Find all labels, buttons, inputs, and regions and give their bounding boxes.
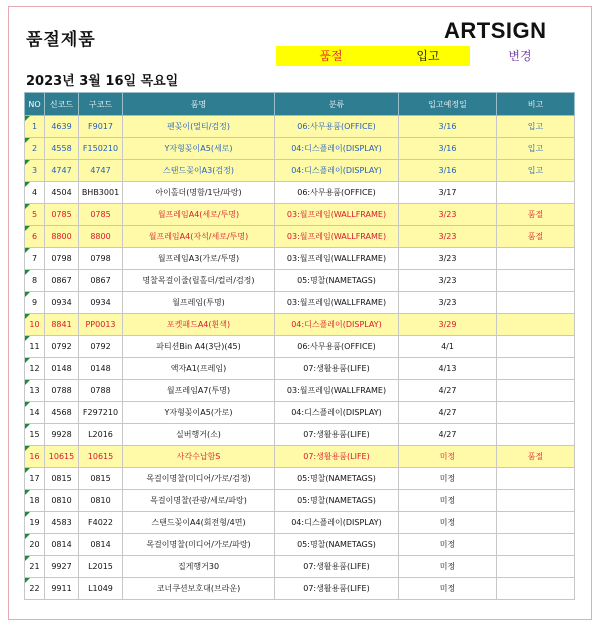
cell-eta: 미정 — [399, 578, 497, 600]
cell-product-name: Y자형꽂이A5(세로) — [123, 138, 275, 160]
cell-product-name: 아이홀더(명함/1단/파랑) — [123, 182, 275, 204]
cell-eta: 4/1 — [399, 336, 497, 358]
header-old-code: 구코드 — [79, 93, 123, 116]
table-row — [25, 534, 575, 556]
cell-product-name: 집게행거30 — [123, 556, 275, 578]
cell-no: 8 — [25, 270, 45, 292]
cell-product-name: 사각수납함S — [123, 446, 275, 468]
table-row — [25, 402, 575, 424]
table-row — [25, 182, 575, 204]
cell-new-code: 0148 — [45, 358, 79, 380]
cell-old-code: 0792 — [79, 336, 123, 358]
cell-old-code: 0867 — [79, 270, 123, 292]
table-header-row — [25, 93, 575, 116]
cell-eta: 3/23 — [399, 292, 497, 314]
table-row — [25, 424, 575, 446]
table-row — [25, 468, 575, 490]
cell-category: 05:명찰(NAMETAGS) — [275, 270, 399, 292]
header-category: 분류 — [275, 93, 399, 116]
legend-change: 변경 — [470, 46, 570, 66]
cell-no: 5 — [25, 204, 45, 226]
cell-product-name: 액자A1(프레임) — [123, 358, 275, 380]
cell-note — [497, 512, 575, 534]
cell-no: 20 — [25, 534, 45, 556]
cell-product-name: 월프레임A7(투명) — [123, 380, 275, 402]
cell-eta: 미정 — [399, 468, 497, 490]
cell-no: 14 — [25, 402, 45, 424]
table-row — [25, 248, 575, 270]
cell-note — [497, 314, 575, 336]
cell-new-code: 0815 — [45, 468, 79, 490]
cell-category: 06:사무용품(OFFICE) — [275, 116, 399, 138]
header-product-name: 품명 — [123, 93, 275, 116]
cell-old-code: 8800 — [79, 226, 123, 248]
cell-new-code: 9928 — [45, 424, 79, 446]
cell-note — [497, 556, 575, 578]
cell-category: 07:생활용품(LIFE) — [275, 578, 399, 600]
cell-eta: 미정 — [399, 512, 497, 534]
cell-category: 06:사무용품(OFFICE) — [275, 182, 399, 204]
cell-eta: 4/27 — [399, 424, 497, 446]
cell-old-code: PP0013 — [79, 314, 123, 336]
cell-new-code: 9911 — [45, 578, 79, 600]
cell-old-code: L1049 — [79, 578, 123, 600]
cell-no: 15 — [25, 424, 45, 446]
cell-eta: 미정 — [399, 446, 497, 468]
table-row — [25, 512, 575, 534]
brand-logo: ARTSIGN — [444, 18, 547, 43]
table-row — [25, 556, 575, 578]
cell-old-code: 0785 — [79, 204, 123, 226]
cell-new-code: 0814 — [45, 534, 79, 556]
cell-new-code: 8800 — [45, 226, 79, 248]
table-row — [25, 138, 575, 160]
cell-eta: 3/16 — [399, 116, 497, 138]
cell-note: 입고 — [497, 116, 575, 138]
cell-note — [497, 402, 575, 424]
page-title: 품절제품 — [26, 30, 96, 50]
table-row — [25, 226, 575, 248]
cell-eta: 미정 — [399, 556, 497, 578]
cell-product-name: 월프레임A4(자석/세로/투명) — [123, 226, 275, 248]
cell-note — [497, 358, 575, 380]
cell-old-code: 0815 — [79, 468, 123, 490]
cell-new-code: 0788 — [45, 380, 79, 402]
table-row — [25, 336, 575, 358]
cell-note — [497, 534, 575, 556]
cell-no: 13 — [25, 380, 45, 402]
table-row — [25, 292, 575, 314]
cell-note — [497, 468, 575, 490]
table-row — [25, 116, 575, 138]
cell-category: 04:디스플레이(DISPLAY) — [275, 138, 399, 160]
cell-product-name: Y자형꽂이A5(가로) — [123, 402, 275, 424]
cell-category: 07:생활용품(LIFE) — [275, 358, 399, 380]
cell-category: 07:생활용품(LIFE) — [275, 424, 399, 446]
cell-old-code: 0798 — [79, 248, 123, 270]
cell-no: 21 — [25, 556, 45, 578]
cell-product-name: 목걸이명찰(미디어/가로/검정) — [123, 468, 275, 490]
cell-no: 6 — [25, 226, 45, 248]
cell-old-code: L2016 — [79, 424, 123, 446]
cell-note — [497, 248, 575, 270]
cell-note — [497, 182, 575, 204]
table-row — [25, 380, 575, 402]
table-row — [25, 490, 575, 512]
cell-category: 07:생활용품(LIFE) — [275, 556, 399, 578]
cell-new-code: 0934 — [45, 292, 79, 314]
cell-category: 03:월프레임(WALLFRAME) — [275, 292, 399, 314]
legend-soldout: 품절 — [276, 46, 386, 66]
cell-eta: 3/29 — [399, 314, 497, 336]
cell-no: 17 — [25, 468, 45, 490]
cell-no: 12 — [25, 358, 45, 380]
cell-old-code: 10615 — [79, 446, 123, 468]
cell-new-code: 9927 — [45, 556, 79, 578]
cell-no: 9 — [25, 292, 45, 314]
cell-note: 입고 — [497, 160, 575, 182]
cell-category: 03:월프레임(WALLFRAME) — [275, 248, 399, 270]
cell-eta: 3/23 — [399, 270, 497, 292]
cell-new-code: 4583 — [45, 512, 79, 534]
cell-category: 04:디스플레이(DISPLAY) — [275, 314, 399, 336]
header-note: 비고 — [497, 93, 575, 116]
cell-new-code: 4747 — [45, 160, 79, 182]
cell-new-code: 4639 — [45, 116, 79, 138]
cell-new-code: 0792 — [45, 336, 79, 358]
table-row — [25, 270, 575, 292]
cell-product-name: 실버행거(소) — [123, 424, 275, 446]
cell-no: 7 — [25, 248, 45, 270]
cell-old-code: BHB3001 — [79, 182, 123, 204]
cell-product-name: 목걸이명찰(미디어/가로/파랑) — [123, 534, 275, 556]
cell-no: 3 — [25, 160, 45, 182]
cell-product-name: 포켓패드A4(흰색) — [123, 314, 275, 336]
cell-no: 10 — [25, 314, 45, 336]
cell-no: 11 — [25, 336, 45, 358]
cell-old-code: 0810 — [79, 490, 123, 512]
cell-new-code: 0810 — [45, 490, 79, 512]
cell-new-code: 4568 — [45, 402, 79, 424]
header-new-code: 신코드 — [45, 93, 79, 116]
cell-eta: 3/23 — [399, 226, 497, 248]
legend-instock: 입고 — [386, 46, 470, 66]
cell-product-name: 월프레임(투명) — [123, 292, 275, 314]
cell-eta: 3/16 — [399, 138, 497, 160]
cell-no: 18 — [25, 490, 45, 512]
table-row — [25, 358, 575, 380]
table-row — [25, 204, 575, 226]
cell-old-code: 0814 — [79, 534, 123, 556]
cell-eta: 4/13 — [399, 358, 497, 380]
cell-old-code: F9017 — [79, 116, 123, 138]
cell-old-code: 0934 — [79, 292, 123, 314]
cell-note — [497, 270, 575, 292]
table-row — [25, 578, 575, 600]
table-row — [25, 314, 575, 336]
header-eta: 입고예정일 — [399, 93, 497, 116]
cell-no: 22 — [25, 578, 45, 600]
cell-new-code: 10615 — [45, 446, 79, 468]
cell-new-code: 0798 — [45, 248, 79, 270]
cell-note — [497, 490, 575, 512]
cell-product-name: 월프레임A3(가로/투명) — [123, 248, 275, 270]
cell-new-code: 4558 — [45, 138, 79, 160]
cell-eta: 3/16 — [399, 160, 497, 182]
cell-category: 04:디스플레이(DISPLAY) — [275, 512, 399, 534]
cell-old-code: 0788 — [79, 380, 123, 402]
cell-note: 품절 — [497, 446, 575, 468]
cell-product-name: 펜꽂이(멀티/검정) — [123, 116, 275, 138]
cell-old-code: F150210 — [79, 138, 123, 160]
cell-product-name: 코너쿠션보호대(브라운) — [123, 578, 275, 600]
cell-note — [497, 424, 575, 446]
cell-new-code: 0785 — [45, 204, 79, 226]
cell-note: 품절 — [497, 204, 575, 226]
cell-product-name: 명찰목걸이줄(릴홀더/컬러/검정) — [123, 270, 275, 292]
cell-no: 2 — [25, 138, 45, 160]
cell-note — [497, 336, 575, 358]
cell-new-code: 8841 — [45, 314, 79, 336]
cell-new-code: 0867 — [45, 270, 79, 292]
cell-note — [497, 292, 575, 314]
cell-no: 19 — [25, 512, 45, 534]
table-row — [25, 446, 575, 468]
cell-category: 05:명찰(NAMETAGS) — [275, 534, 399, 556]
cell-category: 04:디스플레이(DISPLAY) — [275, 402, 399, 424]
cell-eta: 3/17 — [399, 182, 497, 204]
cell-note — [497, 380, 575, 402]
cell-product-name: 스탠드꽂이A4(회전형/4면) — [123, 512, 275, 534]
table-row — [25, 160, 575, 182]
cell-category: 04:디스플레이(DISPLAY) — [275, 160, 399, 182]
cell-old-code: L2015 — [79, 556, 123, 578]
cell-eta: 3/23 — [399, 248, 497, 270]
cell-no: 4 — [25, 182, 45, 204]
cell-category: 06:사무용품(OFFICE) — [275, 336, 399, 358]
cell-category: 05:명찰(NAMETAGS) — [275, 490, 399, 512]
cell-old-code: F4022 — [79, 512, 123, 534]
report-date: 2023년 3월 16일 목요일 — [26, 74, 179, 89]
cell-product-name: 파티션Bin A4(3단)(45) — [123, 336, 275, 358]
header-no: NO — [25, 93, 45, 116]
cell-product-name: 스탠드꽂이A3(검정) — [123, 160, 275, 182]
cell-eta: 4/27 — [399, 402, 497, 424]
cell-note: 입고 — [497, 138, 575, 160]
cell-new-code: 4504 — [45, 182, 79, 204]
cell-category: 05:명찰(NAMETAGS) — [275, 468, 399, 490]
cell-product-name: 월프레임A4(세로/투명) — [123, 204, 275, 226]
table-body — [25, 116, 575, 600]
cell-eta: 미정 — [399, 534, 497, 556]
cell-note: 품절 — [497, 226, 575, 248]
cell-note — [497, 578, 575, 600]
cell-category: 03:월프레임(WALLFRAME) — [275, 226, 399, 248]
cell-eta: 4/27 — [399, 380, 497, 402]
cell-category: 03:월프레임(WALLFRAME) — [275, 204, 399, 226]
cell-product-name: 목걸이명찰(관광/세로/파랑) — [123, 490, 275, 512]
cell-eta: 미정 — [399, 490, 497, 512]
cell-no: 1 — [25, 116, 45, 138]
cell-old-code: F297210 — [79, 402, 123, 424]
cell-old-code: 0148 — [79, 358, 123, 380]
cell-category: 07:생활용품(LIFE) — [275, 446, 399, 468]
cell-old-code: 4747 — [79, 160, 123, 182]
cell-no: 16 — [25, 446, 45, 468]
cell-eta: 3/23 — [399, 204, 497, 226]
cell-category: 03:월프레임(WALLFRAME) — [275, 380, 399, 402]
soldout-table — [24, 92, 575, 600]
